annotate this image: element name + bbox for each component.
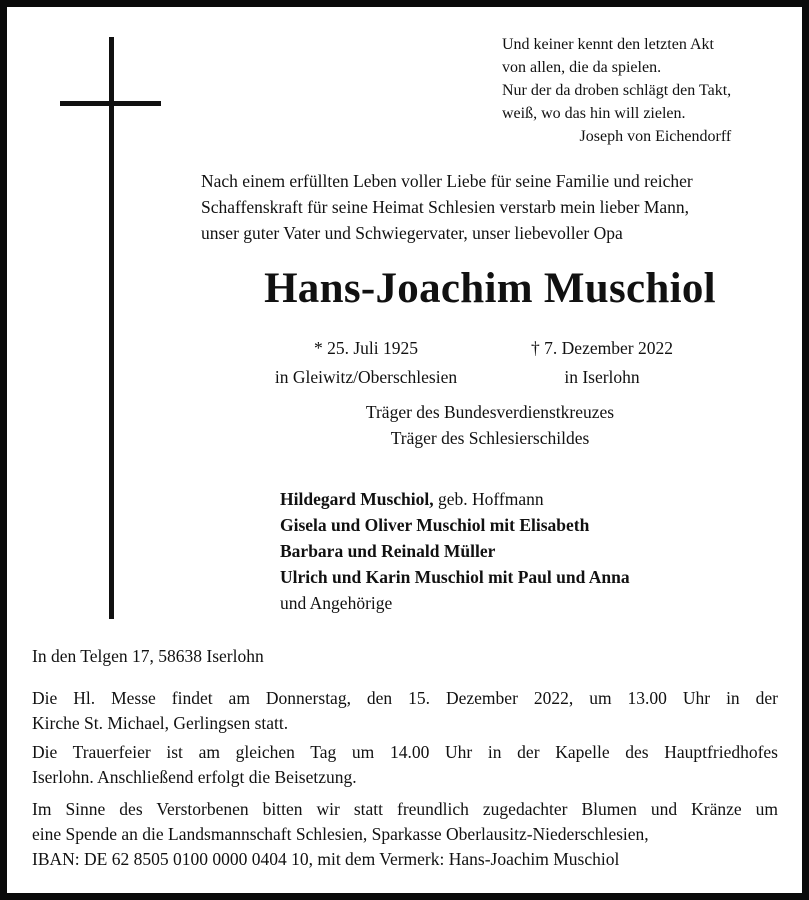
mass-line: Die Hl. Messe findet am Donnerstag, den 15. Dezember 2022, um 13.00 Uhr in der xyxy=(32,688,778,708)
donation-line: eine Spende an die Landsmannschaft Schlesien, Sparkasse Oberlausitz-Niederschlesien, xyxy=(32,824,649,844)
family-member-name: Ulrich und Karin Muschiol mit Paul und Anna xyxy=(280,567,630,587)
donation-info xyxy=(32,797,778,872)
funeral-info xyxy=(32,740,778,790)
mass-line: Kirche St. Michael, Gerlingsen statt. xyxy=(32,713,289,733)
family-list xyxy=(280,486,630,616)
honor-item: Träger des Schlesierschildes xyxy=(390,428,590,448)
donation-line: IBAN: DE 62 8505 0100 0000 0404 10, mit dem Vermerk: Hans-Joachim Muschiol xyxy=(32,849,620,869)
deceased-name: Hans-Joachim Muschiol xyxy=(264,265,716,312)
family-member-maiden-name: geb. Hoffmann xyxy=(433,489,544,509)
poem-line: weiß, wo das hin will zielen. xyxy=(502,105,686,122)
cross-icon-vertical xyxy=(109,37,114,619)
donation-line: Im Sinne des Verstorbenen bitten wir statt freundlich zugedachter Blumen und Kränze um xyxy=(32,799,778,819)
honor-item: Träger des Bundesverdienstkreuzes xyxy=(365,402,615,422)
death-date: † 7. Dezember 2022 xyxy=(531,338,673,358)
family-member-name: Hildegard Muschiol, xyxy=(280,489,434,509)
death-info xyxy=(488,334,716,392)
poem-author: Joseph von Eichendorff xyxy=(579,128,732,145)
family-member xyxy=(280,564,630,590)
birth-info xyxy=(236,334,496,392)
address: In den Telgen 17, 58638 Iserlohn xyxy=(32,646,264,666)
mass-info xyxy=(32,686,778,736)
honors xyxy=(260,399,720,451)
poem xyxy=(502,33,731,148)
family-member-name: Gisela und Oliver Muschiol mit Elisabeth xyxy=(280,515,590,535)
birth-place: in Gleiwitz/Oberschlesien xyxy=(274,367,458,387)
funeral-line: Iserlohn. Anschließend erfolgt die Beisetzung. xyxy=(32,767,357,787)
poem-line: Nur der da droben schlägt den Takt, xyxy=(502,82,732,99)
family-member xyxy=(280,512,630,538)
intro-text xyxy=(201,168,791,246)
cross-icon-horizontal xyxy=(60,101,161,106)
funeral-line: Die Trauerfeier ist am gleichen Tag um 14.00 Uhr in der Kapelle des Hauptfriedhofes xyxy=(32,742,778,762)
family-member-name: Barbara und Reinald Müller xyxy=(280,541,496,561)
intro-line: Schaffenskraft für seine Heimat Schlesien verstarb mein lieber Mann, xyxy=(201,197,690,217)
family-member xyxy=(280,538,630,564)
intro-line: Nach einem erfüllten Leben voller Liebe für seine Familie und reicher xyxy=(201,171,693,191)
family-closing: und Angehörige xyxy=(280,593,393,613)
intro-line: unser guter Vater und Schwiegervater, unser liebevoller Opa xyxy=(201,223,623,243)
family-member xyxy=(280,486,630,512)
death-place: in Iserlohn xyxy=(564,367,640,387)
poem-line: Und keiner kennt den letzten Akt xyxy=(502,36,714,53)
poem-line: von allen, die da spielen. xyxy=(502,59,662,76)
birth-date: * 25. Juli 1925 xyxy=(313,338,419,358)
